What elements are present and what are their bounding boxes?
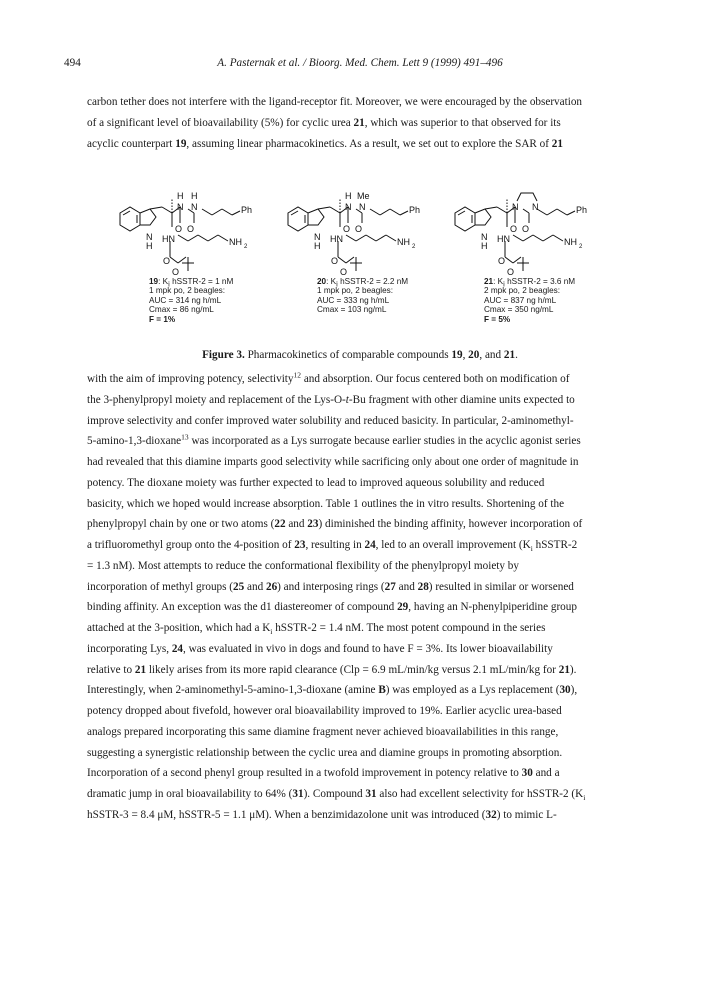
text-line: attached at the 3-position, which had a $K_i$ hSSTR-2 = 1.4 nM. The most potent compound in the series (87, 622, 546, 637)
running-header (0, 57, 720, 73)
compound-19 (108, 187, 283, 324)
atom-label: N (345, 202, 352, 212)
bond (547, 209, 557, 215)
atom-label: O (175, 224, 183, 234)
page-number: 494 (64, 57, 81, 69)
bond (178, 235, 188, 241)
bond (222, 209, 232, 215)
bond (330, 207, 340, 213)
bond (523, 235, 533, 241)
text-line: potency. The dioxane moiety was further expected to lead to improved aqueous solubility and reduced (87, 476, 545, 489)
text-line: relative to 21 likely arises from its more rapid clearance (Clp = 6.9 mL/min/kg versus 2.1 mL/min/kg for 21). (87, 663, 577, 676)
atom-label: N (532, 202, 539, 212)
text-line: basicity, which we hoped would increase absorption. Table 1 outlines the in vitro results. Shortening of the (87, 497, 565, 510)
text-line: improve selectivity and confer improved water solubility and reduced basicity. In particular, 2-aminomethyl- (87, 414, 574, 427)
text-line: of a significant level of bioavailability (5%) for cyclic urea 21, which was superior to that observed for its (87, 116, 561, 129)
bond (232, 211, 240, 215)
atom-label: H (314, 241, 321, 251)
atom-label: N (481, 232, 488, 242)
dose-line: 1 mpk po, 2 beagles: (149, 286, 226, 296)
atom-label: H (345, 191, 352, 201)
text-line: phenylpropyl chain by one or two atoms (22 and 23) diminished the binding affinity, however incorporation of (87, 518, 583, 531)
text-line: dramatic jump in oral bioavailability to 64% (31). Compound 31 also had excellent selectivity for hSSTR-2 ($K_i$ (87, 788, 586, 803)
bond (458, 211, 465, 215)
text-line: with the aim of improving potency, selectivity$^{12}$ and absorption. Our focus centered both on modification of (87, 370, 570, 385)
dose-line: 2 mpk po, 2 beagles: (484, 286, 561, 296)
bond (338, 257, 346, 263)
atom-label: H (481, 241, 488, 251)
compound-20 (276, 187, 451, 317)
citation: 13 (181, 432, 189, 442)
text-line: 5-amino-1,3-dioxane$^{13}$ was incorporated as a Lys surrogate because earlier studies in the acyclic agonist series (87, 432, 581, 448)
atom-label: N (146, 232, 153, 242)
text-line: carbon tether does not interfere with the ligand-receptor fit. Moreover, we were encouraged by the observation (87, 96, 583, 108)
pyrrole-ring (140, 209, 156, 225)
text-line: the 3-phenylpropyl moiety and replacement of the Lys-O-t-Bu fragment with other diamine units expected to (87, 393, 575, 406)
atom-label: H (191, 191, 198, 201)
bond (485, 207, 497, 209)
atom-label: Ph (409, 205, 421, 215)
bond (178, 257, 186, 263)
text-line: hSSTR-3 = 8.4 μM, hSSTR-5 = 1.1 μM). When a benzimidazolone unit was introduced (32) to mimic L- (87, 808, 557, 821)
imidazolidinone-ring (517, 193, 537, 201)
figure-3 (108, 187, 660, 324)
text-line: analogs prepared incorporating this same diamine fragment never achieved bioavailabilities in this range, (87, 725, 559, 738)
figure-caption: Figure 3. Pharmacokinetics of comparable compounds 19, 20, and 21. (202, 349, 518, 361)
cmax-line: Cmax = 86 ng/mL (149, 305, 214, 315)
atom-label: O (172, 267, 180, 277)
atom-label: O (343, 224, 351, 234)
bond (346, 235, 356, 241)
bond (497, 207, 507, 213)
bond (170, 257, 178, 263)
atom-label: 2 (579, 244, 583, 250)
atom-label: N (359, 202, 366, 212)
atom-label: Me (357, 191, 370, 201)
body-paragraph (87, 369, 653, 826)
bond (218, 235, 228, 241)
bond (208, 235, 218, 241)
bond (188, 235, 198, 241)
bond (370, 209, 380, 215)
atom-label: 2 (412, 244, 416, 250)
text-line: Incorporation of a second phenyl group resulted in a twofold improvement in potency relative to 30 and a (87, 767, 560, 780)
bond (376, 235, 386, 241)
structure-19 (108, 187, 283, 279)
atom-label: H (146, 241, 153, 251)
pk-data-20 (317, 277, 408, 315)
structure-21 (443, 187, 618, 279)
compound-21 (443, 187, 618, 324)
atom-label: HN (330, 234, 343, 244)
pk-data-19 (149, 277, 233, 324)
cmax-line: Cmax = 350 ng/mL (484, 305, 554, 315)
atom-label: NH (397, 237, 410, 247)
atom-label: Ph (576, 205, 588, 215)
bond (198, 235, 208, 241)
atom-label: O (340, 267, 348, 277)
pk-data-21 (484, 277, 575, 324)
pyrrole-ring (308, 209, 324, 225)
auc-line: AUC = 333 ng h/mL (317, 295, 390, 305)
bond (505, 257, 513, 263)
ki-line: 19: $K_i$ hSSTR-2 = 1 nM (149, 277, 234, 289)
text-line: acyclic counterpart 19, assuming linear pharmacokinetics. As a result, we set out to explore the SAR of 21 (87, 137, 563, 150)
compound-ref: 19 (175, 137, 187, 150)
cmax-line: Cmax = 103 ng/mL (317, 305, 387, 315)
f-line: F = 5% (484, 314, 511, 324)
bond (557, 209, 567, 215)
bond (212, 209, 222, 215)
atom-label: NH (229, 237, 242, 247)
bond (523, 209, 529, 213)
atom-label: N (191, 202, 198, 212)
atom-label: NH (564, 237, 577, 247)
atom-label: N (314, 232, 321, 242)
text-line: potency dropped about fivefold, however oral bioavailability improved to 19%. Earlier acyclic urea-based (87, 705, 562, 717)
atom-label: 2 (244, 244, 248, 250)
text-line: = 1.3 nM). Most attempts to reduce the conformational flexibility of the phenylpropyl moiety by (87, 559, 519, 572)
bond (123, 211, 130, 215)
bond (346, 257, 354, 263)
text-line: incorporation of methyl groups (25 and 26) and interposing rings (27 and 28) resulted in similar or worsened (87, 580, 574, 593)
citation: 12 (293, 370, 302, 380)
text-line: incorporating Lys, 24, was evaluated in vivo in dogs and found to have F = 3%. Its lower bioavailability (87, 642, 553, 655)
atom-label: N (512, 202, 519, 212)
bond (567, 211, 575, 215)
atom-label: HN (497, 234, 510, 244)
atom-label: O (498, 256, 506, 266)
bond (553, 235, 563, 241)
text-line: suggesting a synergistic relationship between the cyclic urea and diamine groups in promoting absorption. (87, 746, 563, 759)
text-line: binding affinity. An exception was the d1 diastereomer of compound 29, having an N-phenylpiperidine group (87, 601, 577, 614)
bond (356, 235, 366, 241)
bond (291, 211, 298, 215)
ki-line: 21: $K_i$ hSSTR-2 = 3.6 nM (484, 277, 576, 289)
atom-label: O (510, 224, 518, 234)
ki-line: 20: $K_i$ hSSTR-2 = 2.2 nM (317, 277, 409, 289)
bond (380, 209, 390, 215)
compound-ref: 21 (551, 137, 563, 150)
running-title: A. Pasternak et al. / Bioorg. Med. Chem. Lett 9 (1999) 491–496 (217, 57, 503, 69)
bond (543, 235, 553, 241)
bond (150, 207, 162, 209)
structure-20 (276, 187, 451, 279)
bond (390, 209, 400, 215)
text-line: Interestingly, when 2-aminomethyl-5-amino-1,3-dioxane (amine B) was employed as a Lys replacement (30), (87, 684, 578, 697)
dose-line: 1 mpk po, 2 beagles: (317, 286, 394, 296)
bond (533, 235, 543, 241)
atom-label: O (522, 224, 530, 234)
compound-ref: 21 (353, 116, 365, 129)
bond (513, 235, 523, 241)
caption-label: Figure 3. (202, 349, 245, 361)
intro-paragraph (87, 92, 653, 154)
bond (318, 207, 330, 209)
text-line: had revealed that this diamine imparts good selectivity while sacrificing only about one order of magnitude in (87, 456, 579, 468)
f-line: F = 1% (149, 314, 176, 324)
atom-label: N (177, 202, 184, 212)
atom-label: O (163, 256, 171, 266)
auc-line: AUC = 314 ng h/mL (149, 295, 222, 305)
bond (537, 209, 547, 215)
atom-label: HN (162, 234, 175, 244)
text-line: a trifluoromethyl group onto the 4-position of 23, resulting in 24, led to an overall improvement ($K_i$ hSSTR-2 (87, 539, 578, 554)
bond (366, 235, 376, 241)
bond (400, 211, 408, 215)
bond (513, 257, 521, 263)
atom-label: O (507, 267, 515, 277)
bond (202, 209, 212, 215)
atom-label: O (187, 224, 195, 234)
atom-label: Ph (241, 205, 253, 215)
bond (386, 235, 396, 241)
atom-label: O (331, 256, 339, 266)
atom-label: O (355, 224, 363, 234)
auc-line: AUC = 837 ng h/mL (484, 295, 557, 305)
bond (162, 207, 172, 213)
atom-label: H (177, 191, 184, 201)
pyrrole-ring (475, 209, 491, 225)
